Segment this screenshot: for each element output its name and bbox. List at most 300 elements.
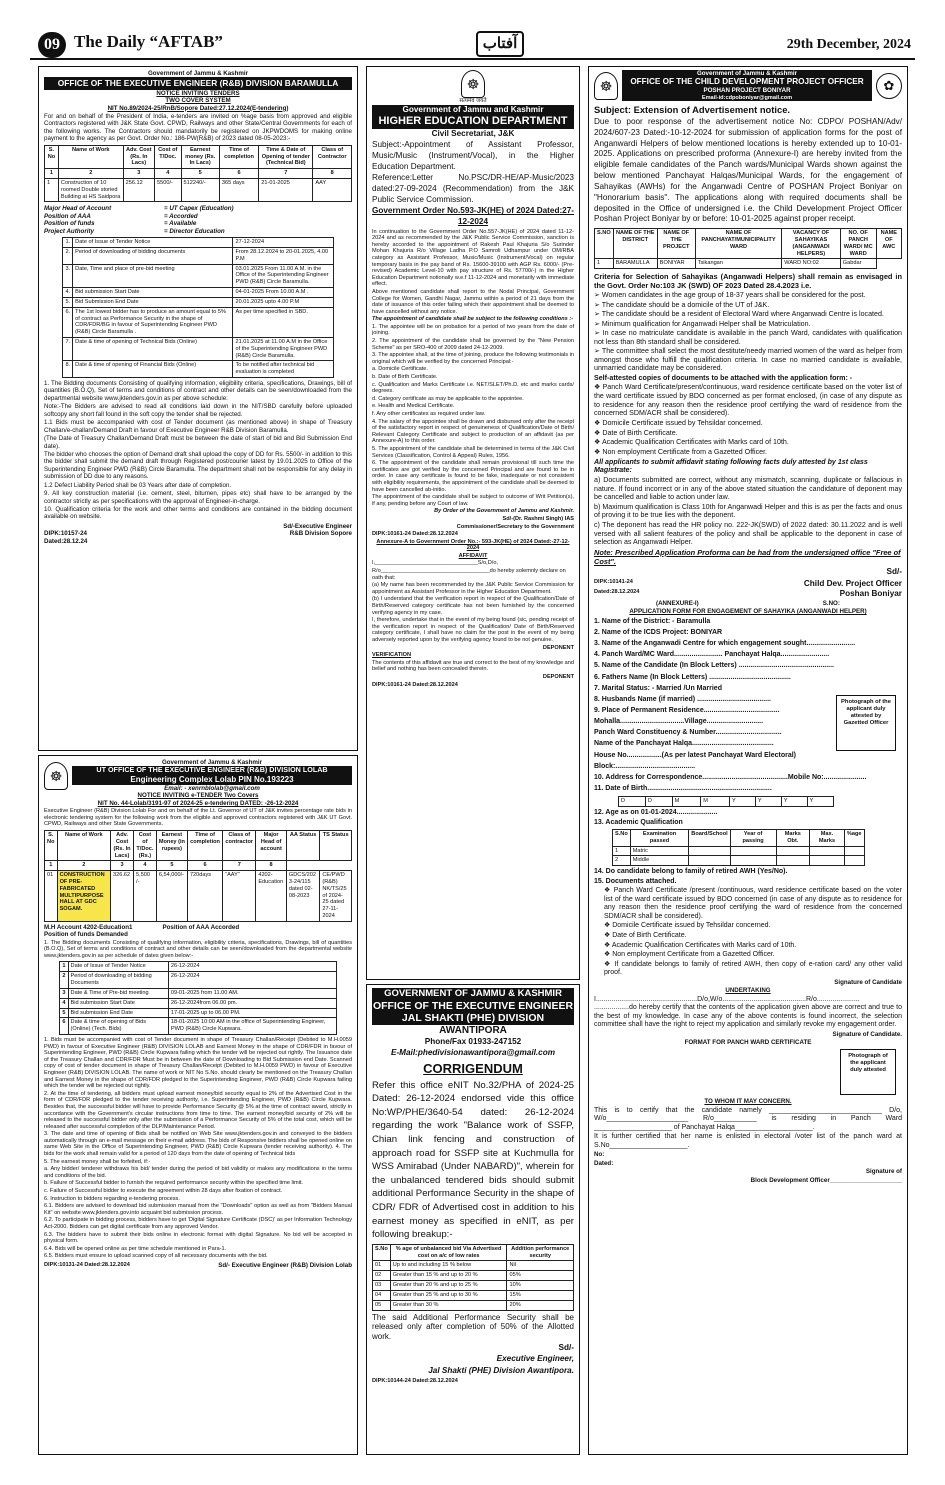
retired-awh-field: 14. Do candidate belong to family of retired AWH (Yes/No). xyxy=(594,868,788,876)
list-item xyxy=(372,419,574,445)
signatory-division: Jal Shakti (PHE) Division Awantipora. xyxy=(428,1366,574,1376)
order-body-2 xyxy=(372,419,574,508)
table-cell: 5,500 /- xyxy=(134,871,157,922)
list-item-text: 4. The salary of the appointee shall be drawn and disbursed only after the receipt of the satisfactory report in respect of genuineness of Qualification/Date of Birth/ Relevant Category Certificate and subject to production of an affidavit (as per Annexure-A) to this order. xyxy=(372,418,574,445)
dipk-number: DIPK:10131-24 Dated:28.12.2024 xyxy=(44,1261,130,1268)
table-row xyxy=(373,1281,574,1291)
table-cell: 2 xyxy=(57,861,110,871)
list-item-text: 8. Husbands Name (if married) ...................................... xyxy=(594,695,771,703)
list-item-text: c. Qualification and Marks Certificate i.e. NET/SLET/Ph.D. etc and marks cards/ degrees. xyxy=(372,381,574,395)
qualification-heading: 13. Academic Qualification xyxy=(594,818,683,826)
affidavit-line-2: R/o___________________________________do hereby solemnly declare on oath that: xyxy=(372,568,566,581)
list-item-text: (b) I understand that the verification report in respect of the Qualification/Date of Birth/Reserved category certificate has not been furnished by the concerned verifying agency in my case. xyxy=(372,596,574,616)
table-row xyxy=(595,259,902,269)
table-cell: 1. xyxy=(63,238,73,248)
table-header: %age xyxy=(844,830,864,847)
table-cell: Gabdar xyxy=(840,259,876,269)
list-item xyxy=(594,476,902,502)
secretariat: Civil Secretariat, J&K xyxy=(431,128,515,138)
list-item-text: Women candidates in the age group of 18-37 years shall be considered for the post. xyxy=(601,291,866,300)
gov-heading: Government of Jammu & Kashmir xyxy=(622,70,872,77)
table-cell: 1 xyxy=(613,846,631,856)
list-item-text: Panch Ward Constituency & Number.................................. xyxy=(594,729,782,737)
self-attested-heading: Self-attested copies of documents to be attached with the application form: - xyxy=(594,373,853,382)
list-item-text: House No..................(As per latest Panchayat Ward Electoral) xyxy=(594,751,797,759)
table-header: TS Status xyxy=(320,831,352,861)
table-header: AA Status xyxy=(286,831,319,861)
bullet-icon: ➢ xyxy=(594,300,602,309)
bullet-icon: ➢ xyxy=(594,310,602,319)
table-cell: Bid submission End Date xyxy=(68,1008,168,1018)
head-label: Position of AAA xyxy=(44,212,91,220)
list-item xyxy=(594,419,902,428)
table-cell: 256.12 xyxy=(123,179,154,202)
list-item-text: Name of the Panchayat Halqa.......................................... xyxy=(594,740,774,748)
list-item xyxy=(594,521,902,547)
table-row xyxy=(60,1018,336,1035)
table-cell: 365 days xyxy=(219,179,258,202)
table-cell: “AAY” xyxy=(223,871,256,922)
signature: Sd/- Executive Engineer (R&B) Division Lolab xyxy=(218,1261,352,1269)
notice-heading: NOTICE INVITING TENDERS xyxy=(156,89,240,97)
vacancy-table xyxy=(594,228,902,269)
table-row xyxy=(63,238,333,248)
list-item xyxy=(594,291,902,300)
list-item-text: Note:-The Bidders are advised to read all conditions laid down in the NIT/SBD carefully before uploaded softcopy any short fall found in the soft copy the tender shall be rejected. xyxy=(44,403,352,418)
cdpo-boniyar-notice xyxy=(588,66,908,1455)
list-item-text: 6.3. The bidders have to submit their bids online in electronic format with digital Signature. No bid will be accepted in physical form. xyxy=(44,1231,352,1245)
table-row xyxy=(60,1008,336,1018)
list-item xyxy=(604,922,902,931)
list-item-text: Panch Ward Certificate /present /continuous, ward residence certificate based on the voter list of the ward certificate issued by BDO concerned (in case of any dispute as to residence for any reason then the residence proof certifying the ward of residence from the concerned SDM/ACR shall be considered). xyxy=(604,887,902,920)
table-header: Examination passed xyxy=(630,830,689,847)
qualification-table xyxy=(612,829,865,866)
table-row xyxy=(373,1300,574,1310)
list-item-text: Above mentioned candidate shall report to the Nodal Principal, Government College for Women, Gandhi Nagar, Jammu within a period of 21 days from the date of issuance of this order failing which their appointment shall be deemed to have cancelled without any notice. xyxy=(372,288,574,315)
bullet-icon: ❖ xyxy=(604,922,613,930)
gov-heading: GOVERNMENT OF JAMMU & KASHMIR xyxy=(372,988,574,1000)
bullet-icon: ❖ xyxy=(594,419,603,428)
list-item xyxy=(44,435,352,450)
issue-date: 29th December, 2024 xyxy=(786,37,911,52)
age-field: 12. Age as on 01-01-2024..................... xyxy=(594,808,718,816)
table-cell: 26-12-2024 xyxy=(168,962,336,972)
table-cell: 18-01-2025 10:00 AM in the office of Superintending Engineer, PWD (R&B) Circle Kupwara. xyxy=(168,1018,336,1035)
bullet-icon: ❖ xyxy=(594,447,603,456)
list-item xyxy=(594,438,902,447)
nit-number: NIT No. 44-Lolab/3191-97 of 2024-25 e-tendering DATED: -26-12-2024 xyxy=(97,799,299,807)
table-header: Max. Marks xyxy=(810,830,845,847)
format-title: FORMAT FOR PANCH WARD CERTIFICATE xyxy=(684,1039,812,1047)
certificate-text-2: It is further certified that her name is enlisted in electoral /voter list of the panch ward at S.No____________________. xyxy=(594,1133,902,1149)
signature-division: R&B Division Sopore xyxy=(289,530,352,538)
table-cell: 3 xyxy=(111,861,134,871)
place: AWANTIPORA xyxy=(439,1025,507,1037)
table-header: S.No xyxy=(373,1244,391,1261)
table-cell: 20.01.2025 upto 4.00 P.M xyxy=(233,297,333,307)
table-row xyxy=(45,871,352,922)
corrigendum-body: Refer this office eNIT No.32/PHA of 2024-25 Dated: 26-12-2024 endorsed vide this office No:WP/PHE/3640-54 dated: 26-12-2024 regarding the work "Balance work of SSFP, Chian link fencing and construction of approach road for SSFP site at Kuchmulla for WSS Amirabad (Under NABARD)", wherein for the unbalanced tendered bids should submit additional Performance Security in the shape of CDR/ FDR of Advertised cost in addition to his earnest money as specified in eNIT, as per following breakup:- xyxy=(372,1079,574,1241)
list-item-text: The appointment of the candidate shall be subject to outcome of Writ Petition(s), if any, pending before any Court of law. xyxy=(372,494,574,507)
table-cell: D xyxy=(645,797,672,807)
by-order: By Order of the Government of Jammu and Kashmir. xyxy=(434,508,574,515)
email: Email: - xenrnblolab@gmail.com xyxy=(164,784,260,792)
table-header: Name of Work xyxy=(57,831,110,861)
list-item-text: 5. Name of the Candidate (In Block Letters) ................................................. xyxy=(594,662,834,670)
order-body xyxy=(372,229,574,316)
annexure-heading: Annexure-A to Government Order No.:- 593-JK(HE) of 2024 Dated:-27-12-2024 xyxy=(376,538,570,552)
table-cell xyxy=(689,856,730,866)
list-item-text: Block:......................................... xyxy=(594,762,696,770)
list-item-text: e. Health and Medical Certificate. xyxy=(372,403,455,410)
photo-box-2: Photograph of the applicant duly attested xyxy=(840,1049,896,1095)
list-item xyxy=(594,639,902,649)
table-cell: 05 xyxy=(373,1300,391,1310)
table-row xyxy=(373,1290,574,1300)
list-item xyxy=(594,617,902,627)
deponent-label-2: DEPONENT xyxy=(542,673,574,680)
table-row xyxy=(619,797,834,807)
table-header: % age of unbalanced bid Via Advertised cost on a/c of low rates xyxy=(390,1244,507,1261)
account-head-row xyxy=(44,228,352,235)
table-cell xyxy=(810,856,845,866)
affidavit-items xyxy=(594,476,902,547)
poshan-logo-icon: ✿ xyxy=(876,73,902,99)
bullet-icon: ❖ xyxy=(604,951,613,959)
list-item xyxy=(604,951,902,960)
signature: Sd/-Executive Engineer xyxy=(283,522,352,530)
table-row xyxy=(63,248,333,265)
list-item-text: Domicile Certificate issued by Tehsildar concerned. xyxy=(602,419,763,428)
table-cell: 1 xyxy=(60,962,68,972)
list-item-text: 3. Name of the Anganwadi Centre for which engagement sought......................... xyxy=(594,640,856,648)
list-item xyxy=(594,673,902,683)
list-item xyxy=(372,338,574,351)
table-header: Cost of T/Doc. xyxy=(155,145,182,168)
list-item-text: 10. Address for Correspondence............................................Mobile No:...................... xyxy=(594,773,867,781)
table-cell: GDCS/202 3-24/115 dated 02-08-2023 xyxy=(286,871,319,922)
list-item-text: Minimum qualification for Anganwadi Helper shall be Matriculation. xyxy=(601,319,811,328)
photo-box: Photograph of the applicant duly attested by Gazetted Officer xyxy=(836,695,896,751)
list-item xyxy=(372,382,574,395)
table-row xyxy=(60,998,336,1008)
table-row xyxy=(60,962,336,972)
table-cell: 5 xyxy=(156,861,187,871)
dipk-number: DIPK:10144-24 Dated:28.12.2024 xyxy=(372,1377,458,1384)
table-cell: 5 xyxy=(60,1008,68,1018)
table-cell: Y xyxy=(729,797,755,807)
list-item xyxy=(372,229,574,288)
list-item-text: The bidder who chooses the option of Demand draft shall upload the copy of DD for Rs. 5500/- in addition to this the bidder shall submit the demand draft through Registered post/courier latest by 19.01.2025 to Office of the Superintending Engineer PWD (R&B) Circle Baramulla. The department shall not be responsible for any delay in submission of DD due to any reasons. xyxy=(44,450,352,481)
table-header: Time of completion xyxy=(219,145,258,168)
table-cell: 04-01-2025 From 10.00 A.M . xyxy=(233,288,333,298)
bdo-title: Block Development Officer_____________________ xyxy=(750,1176,902,1184)
emblem-icon: ☸ xyxy=(44,762,68,790)
table-cell: D xyxy=(619,797,646,807)
closing-text: The said Additional Performance Security shall be released only after completion of 50% of the Allotted work. xyxy=(372,1312,574,1342)
annexure-label: (ANNEXURE-I) xyxy=(656,600,699,608)
list-item-text: 9. Place of Permanent Residence....................................... xyxy=(594,707,780,715)
table-cell xyxy=(844,856,864,866)
table-header: Adv. Cost (Rs. In Lacs) xyxy=(111,831,134,861)
documents-list xyxy=(594,383,902,456)
table-cell: Date & time of opening of Technical Bids (Online) xyxy=(73,337,233,360)
documents-attached-list xyxy=(594,887,902,977)
list-item-text: Date of Birth Certificate. xyxy=(612,932,687,940)
table-cell: 04 xyxy=(373,1290,391,1300)
list-item-text: 11. Date of Birth................................................................ xyxy=(594,785,772,793)
reference: Reference:Letter No.PSC/DR-HE/AP-Music/2023 dated:27-09-2024 (Recommendation) from the J&K Public Service Commission. xyxy=(372,173,574,204)
table-cell: Date of Issue of Tender Notice xyxy=(68,962,168,972)
doc-note: 1. The Bidding documents Consisting of qualifying information, eligibility criteria, specifications, Drawings, bill of quantities (B.O.Q), Set of terms and conditions of contract and other details can be seen/downloaded from the departmental website www.jktenders.gov.in as per schedule of dates given below:- xyxy=(44,939,352,959)
list-item xyxy=(594,684,902,694)
signatory: Executive Engineer, xyxy=(496,1354,574,1364)
table-cell: 27-12-2024 xyxy=(233,238,333,248)
emblem-caption: सत्यमेव जयते xyxy=(459,98,487,104)
account-head-row xyxy=(44,205,352,212)
list-item-text: b. Date of Birth Certificate. xyxy=(372,374,438,381)
list-item xyxy=(44,1180,352,1187)
table-cell: WARD NO:02 xyxy=(782,259,841,269)
list-item-text: 1. Bids must be accompanied with cost of Tender document in shape of Treasury Challan/Receipt (Debited to M.H.0059 PWD) in favour of Executive Engineer (R&B) DIVISION LOLAB and Earnest Money in the shape of CDR/FDR in favour of Superintending Engineer, PWD (R&B) Circle Kupwara failing which the tender will be rejected out rightly. The Issuance date of the Treasury Challan and CDR/FDR Must be in between the date of Downloading to Bid Submission end Date. Scanned copy of cost of tender document in shape of Treasury Challan/Receipt (Debited to M.H.0059 PWD) in favour of Executive Engineer (R&B) DIVISION LOLAB. The name of work or NIT No S.No. should clearly be mentioned on the Treasury Challan and Earnest Money in the shape of CDR/FDR pledged to the Superintending Engineer, PWD (R&B) Circle Kupwara failing which the tender will be rejected out rightly. xyxy=(44,1036,352,1090)
certificate-text: This is to certify that the candidate namely _____________________________ D/o, W/o_____________________ R/o___________ is residing in Panch Ward ____________________ of Panchayat Halqa____________________. xyxy=(594,1106,902,1131)
list-item xyxy=(594,661,902,671)
list-item-text: b. Failure of Successful bidder to furnish the required performance security within the specified time limit. xyxy=(44,1180,303,1187)
table-cell: 26-12-2024 xyxy=(168,972,336,989)
list-item-text: 2. At the time of tendering, all bidders must upload earnest money/bid security equal to 2% of the Advertised Cost in the form of CDR/FDR pledged to the tender receiving authority, i.e. Superintending Engineer, PWD (R&B) Circle Kupwara. Besides that, the successful bidder will have to provide Performance Security @ 5% at the time of contract award, strictly in accordance with the Government's circular instructions from time to time. The earnest money/bid security of 2% will be released to the successful bidder only after the submission of a Performance Security of 5% of the total cost, which will be released after successful completion of the DLP/Maintenance Period. xyxy=(44,1090,352,1130)
table-cell: The 1st lowest bidder has to produce an amount equal to 5% of contract as Performance Security in the shape of CDR/FDR/BG in favour of Superintending Engineer PWD (R&B) Circle Baramulla . xyxy=(73,307,233,337)
table-cell: 2 xyxy=(58,169,123,179)
table-row xyxy=(63,264,333,287)
table-header: Year of passing xyxy=(730,830,776,847)
signatory: Child Dev. Project Officer xyxy=(803,578,902,588)
dipk-date: Dated:28.12.2024 xyxy=(594,589,640,596)
list-item-text: a. Domicile Certificate. xyxy=(372,366,428,373)
list-item-text: Academic Qualification Certificates with Marks card of 10th. xyxy=(611,941,797,949)
list-item xyxy=(44,1159,352,1166)
list-item xyxy=(604,942,902,951)
table-cell: 4 xyxy=(155,169,182,179)
table-cell: 720days xyxy=(187,871,222,922)
table-header: NAME OF PANCHAYAT/MUNICIPALITY WARD xyxy=(695,229,782,259)
signatory-project: Poshan Boniyar xyxy=(839,589,902,599)
table-header: Earnest Money (in rupees) xyxy=(156,831,187,861)
table-cell: 01 xyxy=(373,1261,391,1271)
conditions-heading: The appointment of candidate shall be subject to the following conditions :- xyxy=(372,316,574,323)
email: E-Mail:phedivisionawantipora@gmail.com xyxy=(390,1048,556,1058)
table-header: NAME OF THE PROJECT xyxy=(657,229,695,259)
sno-label: S.NO: xyxy=(822,600,840,608)
dipk-number: DIPK:10141-24 xyxy=(594,578,633,585)
bullet-icon: ❖ xyxy=(594,383,603,392)
table-row xyxy=(63,297,333,307)
table-cell xyxy=(844,846,864,856)
table-cell: 01 xyxy=(45,871,58,922)
candidate-signature: Signature of Candidate xyxy=(834,978,902,986)
list-item xyxy=(44,1246,352,1253)
order-number: Government Order No.593-JK(HE) of 2024 Dated:27-12-2024 xyxy=(372,206,575,226)
list-item xyxy=(44,419,352,434)
table-cell: 6,54,000/- xyxy=(156,871,187,922)
list-item xyxy=(372,446,574,459)
table-cell: AAY xyxy=(313,179,352,202)
bullet-icon: ❖ xyxy=(594,428,603,437)
table-cell: 3 xyxy=(123,169,154,179)
table-cell: 4. xyxy=(63,288,73,298)
office-heading: UT OFFICE OF THE EXECUTIVE ENGINEER (R&B) DIVISION LOLAB xyxy=(72,766,352,775)
table-cell: 03 xyxy=(373,1281,391,1291)
account-heads xyxy=(44,205,352,235)
list-item xyxy=(44,1217,352,1230)
list-item xyxy=(594,503,902,520)
dated-label: Dated: xyxy=(594,1159,614,1167)
form-title: APPLICATION FORM FOR ENGAGEMENT OF SAHAYIKA (ANGANWADI HELPER) xyxy=(629,608,867,616)
table-cell: Y xyxy=(755,797,781,807)
list-item xyxy=(604,961,902,978)
table-header: Earnest money (Rs. In Lacs) xyxy=(181,145,219,168)
list-item-text: Date of Birth Certificate. xyxy=(602,428,678,437)
gov-heading: Government of Jammu & Kashmir xyxy=(161,759,263,766)
table-cell: 3 xyxy=(60,988,68,998)
list-item xyxy=(594,650,902,660)
criteria-heading: Criteria for Selection of Sahayikas (Anganwadi Helpers) shall remain as envisaged in the Govt. Order No:103 JK (SWD) OF 2023 Dated 28.4.2023 i.e. xyxy=(594,272,902,291)
list-item xyxy=(372,411,574,418)
list-item-text: In case no matriculate candidate is available in the panch Ward, candidates with qualification not less than 8th standard shall be considered. xyxy=(594,329,903,346)
table-cell: 2 xyxy=(613,856,631,866)
list-item-text: f. Any other certificates as required under law. xyxy=(372,411,486,417)
table-cell: 09-01-2025 from 11.00 AM. xyxy=(168,988,336,998)
table-cell: 2 xyxy=(60,972,68,989)
nit-number: NIT No.89/2024-25/RnB/Sopore Dated:27.12.2024(E-tendering) xyxy=(107,104,289,112)
notice-heading: NOTICE INVITING e-TENDER Two Covers xyxy=(137,792,259,800)
emblem-icon: ☸ xyxy=(594,72,618,100)
table-cell: Y xyxy=(781,797,807,807)
dipk-number-2: DIPK:10161-24 Dated:28.12.2024 xyxy=(372,681,458,688)
list-item xyxy=(44,1091,352,1131)
system-heading: TWO COVER SYSTEM xyxy=(165,97,231,105)
list-item-text: 1. Name of the District: - Baramulla xyxy=(594,617,711,625)
conditions-list xyxy=(372,324,574,418)
table-cell: Greater than 25 % and up to 30 % xyxy=(390,1290,507,1300)
list-item-text: The committee shall select the most destitute/needy married women of the ward as helper from amongst those who fulfill the qualification criteria. In case no married candidate is available, unmarried candidate may be considered. xyxy=(594,347,902,373)
bullet-icon: ➢ xyxy=(594,291,602,300)
table-row xyxy=(373,1271,574,1281)
table-cell: 15% xyxy=(507,1290,574,1300)
list-item-text: c. Failure of Successful bidder to execute the agreement within 28 days after fixation of contract. xyxy=(44,1188,283,1195)
list-item xyxy=(44,482,352,489)
list-item-text: 5. The appointment of the candidate shall be determined in terms of the J&K Civil Services (Classification, Control & Appeal) Rules, 1956. xyxy=(372,445,574,459)
table-header: S.No xyxy=(613,830,631,847)
table-cell: 2. xyxy=(63,248,73,265)
table-cell: 21.01.2025 at 11.00 A.M in the Office of the Superintending Engineer PWD (R&B) Circle Baramulla. xyxy=(233,337,333,360)
list-item xyxy=(44,451,352,481)
list-item xyxy=(44,1253,352,1260)
table-row xyxy=(613,856,865,866)
table-cell: As per time specified in SBD. xyxy=(233,307,333,337)
list-item xyxy=(372,596,574,616)
list-item xyxy=(372,324,574,337)
table-cell: M xyxy=(672,797,701,807)
list-item-text: 6. Fathers Name (In Block Letters) .......................................... xyxy=(594,673,791,681)
head-label: Position of funds xyxy=(44,220,95,228)
verification-text: The contents of this affidavit are true and correct to the best of my knowledge and belief and nothing has been concealed therein. xyxy=(372,659,575,673)
list-item-text: (The Date of Treasury Challan/Demand Draft must be between the date of start of bid and Bid Submission End date). xyxy=(44,435,352,450)
table-cell: 03.01.2025 From 11.00 A.M. in the Office of the Superintending Engineer PWD (R&B) Circle Baramulla. xyxy=(233,264,333,287)
table-cell: 7 xyxy=(259,169,313,179)
bullet-icon: ➢ xyxy=(594,329,603,338)
table-header: NAME OF THE DISTRICT xyxy=(613,229,657,259)
dept-heading: HIGHER EDUCATION DEPARTMENT xyxy=(372,115,574,128)
table-cell: M xyxy=(701,797,730,807)
list-item xyxy=(594,784,902,794)
verification-heading: VERIFICATION xyxy=(372,652,412,659)
table-cell: Tsikangan xyxy=(695,259,782,269)
table-cell: 512240/- xyxy=(181,179,219,202)
list-item-text: 4. Panch Ward/MC Ward......................... Panchayat Halqa......................... xyxy=(594,651,830,659)
head-label: Project Authority xyxy=(44,227,94,235)
head-value: = UT Capex (Education) xyxy=(164,205,234,213)
table-row xyxy=(60,972,336,989)
list-item xyxy=(594,628,902,638)
list-item xyxy=(594,310,902,319)
higher-education-order xyxy=(366,66,580,980)
table-cell: 6 xyxy=(219,169,258,179)
table-cell: 1 xyxy=(595,259,614,269)
criteria-list xyxy=(594,291,902,373)
list-item xyxy=(44,506,352,521)
bullet-icon: ❖ xyxy=(604,960,615,968)
documents-heading: 15. Documents attached. xyxy=(594,877,677,885)
table-row xyxy=(63,361,333,378)
table-header: Time & Date of Opening of tender (Technical Bid) xyxy=(259,145,313,168)
table-header: S.NO xyxy=(595,229,614,259)
table-cell xyxy=(730,856,776,866)
tender-body xyxy=(44,1037,352,1260)
table-cell: 20% xyxy=(507,1300,574,1310)
table-cell: 326.62 xyxy=(111,871,134,922)
office-heading: OFFICE OF THE EXECUTIVE ENGINEER (R&B) DIVISION BARAMULLA xyxy=(44,77,352,89)
head-label: Major Head of Account xyxy=(44,205,112,213)
list-item xyxy=(594,347,902,373)
bullet-icon: ➢ xyxy=(594,347,602,356)
deponent-label: DEPONENT xyxy=(542,644,574,651)
table-cell: Bid Submission End Date xyxy=(73,297,233,307)
table-row xyxy=(45,179,352,202)
table-cell: Greater than 30 % xyxy=(390,1300,507,1310)
list-item-text: (a) My name has been recommended by the J&K Public Service Commission for appointment as Assistant Professor in the Higher Education Department. xyxy=(372,582,574,595)
list-item-text: c) The deponent has read the HR policy no. 222-JK(SWD) of 2022 dated: 30.11.2022 and is well versed with all salient features of the policy and shall be applicable to the deponent in case of selection as Anganwadi Helper. xyxy=(594,521,902,547)
dipk-number: DIPK:10157-24 xyxy=(44,530,87,538)
signatory: Sd/-(Dr. Rashmi Singh) IAS xyxy=(502,515,574,522)
table-cell: Construction of 10 roomed Double storied Building at HS Saidpora xyxy=(58,179,123,202)
table-cell: 26-12-2024from 06.00 pm. xyxy=(168,998,336,1008)
corrigendum-title: CORRIGENDUM xyxy=(423,1060,523,1076)
subject: Subject: Extension of Advertisement notice. xyxy=(594,104,791,116)
dob-grid xyxy=(618,796,834,807)
table-cell: Bid submission Start Date xyxy=(68,998,168,1008)
list-item-text: 7. Marital Status: - Married /Un Married xyxy=(594,684,722,692)
affidavit-items xyxy=(372,582,574,643)
list-item-text: 2. The appointment of the candidate shall be governed by the "New Pension Scheme" as per SRO-400 of 2009 dated 24-12-2009. xyxy=(372,338,574,351)
table-cell: 6. xyxy=(63,307,73,337)
list-item-text: Academic Qualification Certificates with Marks card of 10th. xyxy=(601,438,789,447)
table-cell: 02 xyxy=(373,1271,391,1281)
list-item xyxy=(594,448,902,457)
table-cell: Bid submission Start Date xyxy=(73,288,233,298)
table-cell: Date & time of opening of Bids (Online) (Tech. Bids) xyxy=(68,1018,168,1035)
table-cell: CE/PWD (R&B) NK/TS/25 of 2024-25 dated 27-11-2024 xyxy=(320,871,352,922)
schedule-table xyxy=(59,961,336,1035)
